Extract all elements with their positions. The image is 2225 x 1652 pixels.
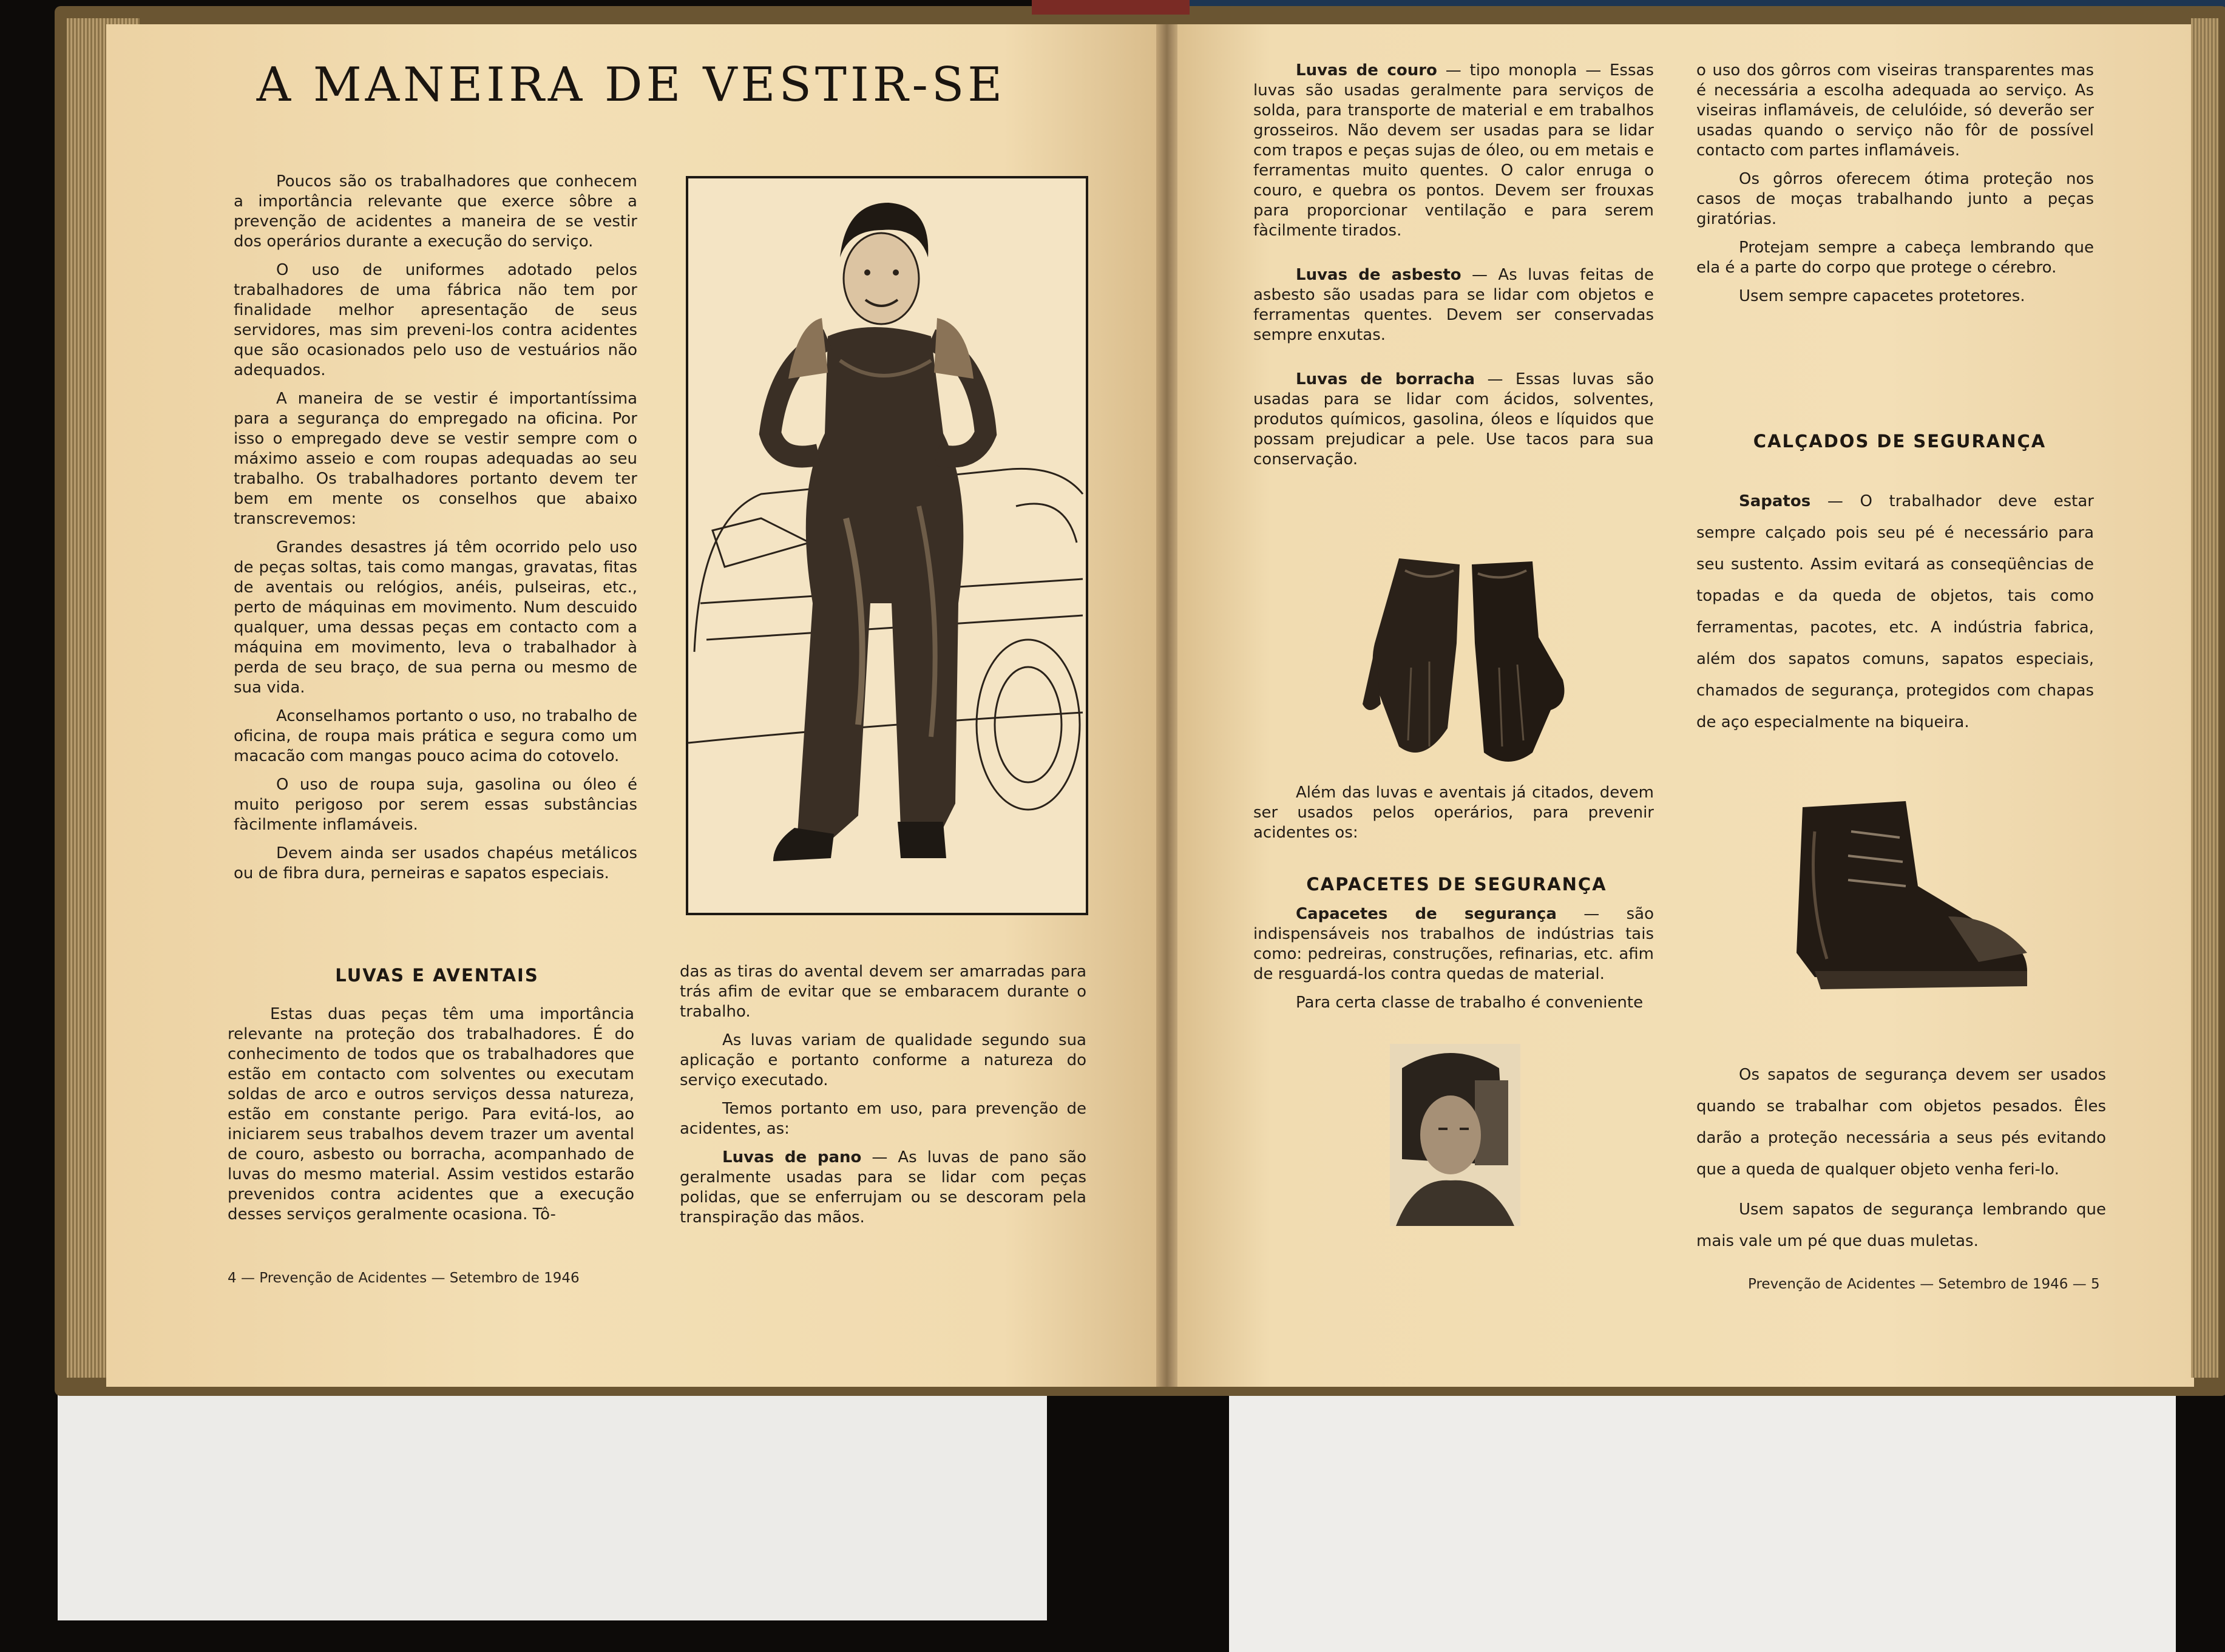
worker-illustration bbox=[686, 176, 1088, 915]
intro-paragraph: O uso de uniformes adotado pelos trabalhadores de uma fábrica não tem por finalidade melhor apresentação de seus servidores, mas sim preveni-los contra acidentes que são ocasionados pelo uso de vestuários não adequados. bbox=[234, 261, 637, 379]
capacetes-heading: CAPACETES DE SEGURANÇA bbox=[1306, 874, 1607, 895]
book-gutter bbox=[1156, 24, 1177, 1387]
article-title: A MANEIRA DE VESTIR-SE bbox=[256, 58, 1006, 112]
asbesto-paragraph: Luvas de asbesto — As luvas feitas de asbesto são usadas para se lidar com objetos e ferramentas quentes. Devem ser conservadas sempre enxutas. bbox=[1253, 266, 1654, 344]
luvas-paragraph: Estas duas peças têm uma importância relevante na proteção dos trabalhadores. É do conhecimento de todos que os trabalhadores que estão em contacto com solventes ou executam soldas de arco e outros serviços dessa natureza, estão em constante perigo. Para evitá-los, ao iniciarem seus trabalhos devem trazer um avental de couro, asbesto ou borracha, acompanhado de luvas do mesmo material. Assim vestidos estarão prevenidos contra acidentes que a execução desses serviços geralmente ocasiona. Tô- bbox=[228, 1005, 634, 1224]
page-edges-right bbox=[2191, 18, 2218, 1378]
intro-paragraph: O uso de roupa suja, gasolina ou óleo é muito perigoso por serem essas substâncias fàcilmente inflamáveis. bbox=[234, 776, 637, 834]
col4-paragraph: Protejam sempre a cabeça lembrando que ela é a parte do corpo que protege o cérebro. bbox=[1696, 239, 2094, 277]
calcados-heading: CALÇADOS DE SEGURANÇA bbox=[1753, 431, 2047, 452]
alem-paragraph: Além das luvas e aventais já citados, devem ser usados pelos operários, para prevenir acidentes os: bbox=[1253, 784, 1654, 842]
luvas-column bbox=[228, 1004, 634, 1233]
gloves-icon bbox=[1356, 546, 1575, 777]
capacetes-block bbox=[1253, 904, 1654, 1021]
certa-classe-paragraph: Para certa classe de trabalho é conveniente bbox=[1296, 994, 1644, 1012]
bottom-paragraph: Usem sapatos de segurança lembrando que mais vale um pé que duas muletas. bbox=[1696, 1200, 2106, 1250]
col2-paragraph: As luvas variam de qualidade segundo sua aplicação e portanto conforme a natureza do serviço executado. bbox=[680, 1031, 1086, 1089]
gloves-illustration bbox=[1356, 546, 1575, 777]
background-paper-right bbox=[1229, 1390, 2176, 1652]
col4-paragraph: Os gôrros oferecem ótima proteção nos casos de moças trabalhando junto a peças giratórias. bbox=[1696, 170, 2094, 228]
shoe-illustration bbox=[1778, 795, 2039, 1001]
bottom-block bbox=[1696, 1059, 2106, 1265]
shoe-icon bbox=[1778, 795, 2039, 1001]
intro-paragraph: Grandes desastres já têm ocorrido pelo uso de peças soltas, tais como mangas, gravatas, fitas de aventais ou relógios, anéis, pulseiras, etc., perto de máquinas em movimento. Num descuido qualquer, uma dessas peças em contacto com a máquina em movimento, leva o trabalhador à perda de seu braço, de sua perna ou mesmo de sua vida. bbox=[234, 538, 637, 697]
intro-paragraph: Aconselhamos portanto o uso, no trabalho de oficina, de roupa mais prática e segura como um macacão com mangas pouco acima do cotovelo. bbox=[234, 707, 637, 765]
worker-icon bbox=[688, 178, 1086, 913]
col2-paragraph: Temos portanto em uso, para prevenção de acidentes, as: bbox=[680, 1100, 1086, 1138]
col2 bbox=[680, 962, 1086, 1236]
couro-paragraph: Luvas de couro — tipo monopla — Essas luvas são usadas geralmente para serviços de solda, para transporte de material e em trabalhos grosseiros. Não devem ser usadas para se lidar com trapos e peças sujas de óleo, ou em metais e ferramentas muito quentes. O calor enruga o couro, e quebra os pontos. Devem ser frouxas para proporcionar ventilação e para serem fàcilmente tirados. bbox=[1253, 61, 1654, 240]
col4-paragraph: Usem sempre capacetes protetores. bbox=[1739, 287, 2025, 305]
intro-paragraph: Devem ainda ser usados chapéus metálicos ou de fibra dura, perneiras e sapatos especiais. bbox=[234, 844, 637, 882]
borracha-paragraph: Luvas de borracha — Essas luvas são usadas para se lidar com ácidos, solventes, produtos químicos, gasolina, óleos e líquidos que possam prejudicar a pele. Use tacos para sua conservação. bbox=[1253, 370, 1654, 469]
alem-block bbox=[1253, 783, 1654, 851]
luvas-heading: LUVAS E AVENTAIS bbox=[335, 965, 539, 986]
intro-column bbox=[234, 172, 637, 892]
background-strip-red bbox=[1032, 0, 1190, 15]
col3 bbox=[1253, 61, 1654, 478]
sapatos-paragraph: Sapatos — O trabalhador deve estar sempre calçado pois seu pé é necessário para seu sustento. Assim evitará as conseqüências de topadas e da queda de objetos, tais como ferramentas, pacotes, etc. A indústria fabrica, além dos sapatos comuns, sapatos especiais, chamados de segurança, protegidos com chapas de aço especialmente na biqueira. bbox=[1696, 492, 2094, 731]
helmet-illustration bbox=[1390, 1044, 1520, 1226]
col4 bbox=[1696, 61, 2094, 315]
intro-paragraph: Poucos são os trabalhadores que conhecem a importância relevante que exerce sôbre a prevenção de acidentes a maneira de se vestir dos operários durante a execução do serviço. bbox=[234, 172, 637, 251]
col4-paragraph: o uso dos gôrros com viseiras transparentes mas é necessária a escolha adequada ao serviço. As viseiras inflamáveis, de celulóide, só deverão ser usadas quando o serviço não fôr de possível contacto com partes inflamáveis. bbox=[1696, 61, 2094, 160]
intro-paragraph: A maneira de se vestir é importantíssima para a segurança do empregado na oficina. Por isso o empregado deve se vestir sempre com o máximo asseio e com roupas adequadas ao seu trabalho. Os trabalhadores portanto devem ter bem em mente os conselhos que abaixo transcrevemos: bbox=[234, 390, 637, 528]
helmet-icon bbox=[1390, 1044, 1520, 1226]
bottom-paragraph: Os sapatos de segurança devem ser usados quando se trabalhar com objetos pesados. Êles darão a proteção necessária a seus pés evitando que a queda de qualquer objeto venha feri-lo. bbox=[1696, 1066, 2106, 1179]
col2-paragraph: das as tiras do avental devem ser amarradas para trás afim de evitar que se embaracem durante o trabalho. bbox=[680, 963, 1086, 1021]
luvas-pano-paragraph: Luvas de pano — As luvas de pano são geralmente usadas para se lidar com peças polidas, que se enferrujam ou se descoram pela transpiração das mãos. bbox=[680, 1148, 1086, 1227]
footer-left: 4 — Prevenção de Acidentes — Setembro de 1946 bbox=[228, 1270, 580, 1286]
capacetes-paragraph: Capacetes de segurança — são indispensáveis nos trabalhos de indústrias tais como: pedreiras, construções, refinarias, etc. afim de resguardá-los contra quedas de material. bbox=[1253, 905, 1654, 983]
footer-right: Prevenção de Acidentes — Setembro de 1946 — 5 bbox=[1748, 1276, 2100, 1292]
sapatos-block bbox=[1696, 486, 2094, 746]
